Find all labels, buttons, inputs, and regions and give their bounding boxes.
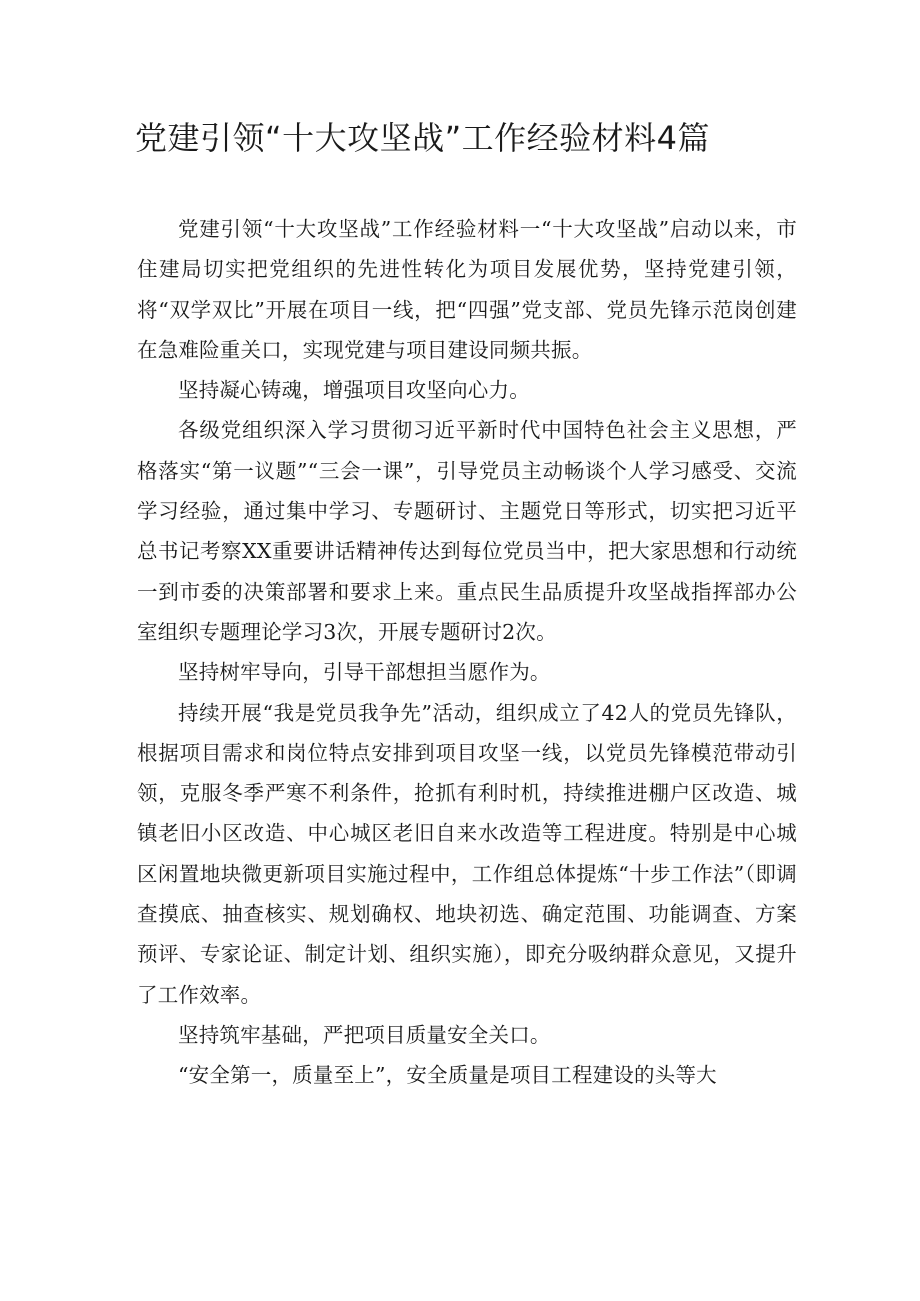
section-heading-1: 坚持凝心铸魂，增强项目攻坚向心力。 [178,378,530,403]
document-title: 党建引领“十大攻坚战”工作经验材料4篇 [135,119,711,157]
section-heading-2: 坚持树牢导向，引导干部想担当愿作为。 [178,660,551,685]
paragraph-safety: “安全第一，质量至上”，安全质量是项目工程建设的头等大 [178,1063,717,1088]
paragraph-intro: 党建引领“十大攻坚战”工作经验材料一“十大攻坚战”启动以来，市住建局切实把党组织的先进性转化为项目发展优势，坚持党建引领，将“双学双比”开展在项目一线，把“四强”党支部、党员先锋示范岗创建在急难险重关口，实现党建与项目建设同频共振。 [137,217,797,362]
section-heading-3: 坚持筑牢基础，严把项目质量安全关口。 [178,1022,551,1047]
paragraph-vanguard: 持续开展“我是党员我争先”活动，组织成立了42人的党员先锋队，根据项目需求和岗位特点安排到项目攻坚一线，以党员先锋模范带动引领，克服冬季严寒不利条件，抢抓有利时机，持续推进棚户区改造、城镇老旧小区改造、中心城区老旧自来水改造等工程进度。特别是中心城区闲置地块微更新项目实施过程中，工作组总体提炼“十步工作法”（即调查摸底、抽查核实、规划确权、地块初选、确定范围、功能调查、方案预评、专家论证、制定计划、组织实施），即充分吸纳群众意见，又提升了工作效率。 [137,700,797,1007]
paragraph-study: 各级党组织深入学习贯彻习近平新时代中国特色社会主义思想，严格落实“第一议题”“三会一课”，引导党员主动畅谈个人学习感受、交流学习经验，通过集中学习、专题研讨、主题党日等形式，切实把习近平总书记考察XX重要讲话精神传达到每位党员当中，把大家思想和行动统一到市委的决策部署和要求上来。重点民生品质提升攻坚战指挥部办公室组织专题理论学习3次，开展专题研讨2次。 [137,418,797,644]
document-body [137,209,797,1096]
